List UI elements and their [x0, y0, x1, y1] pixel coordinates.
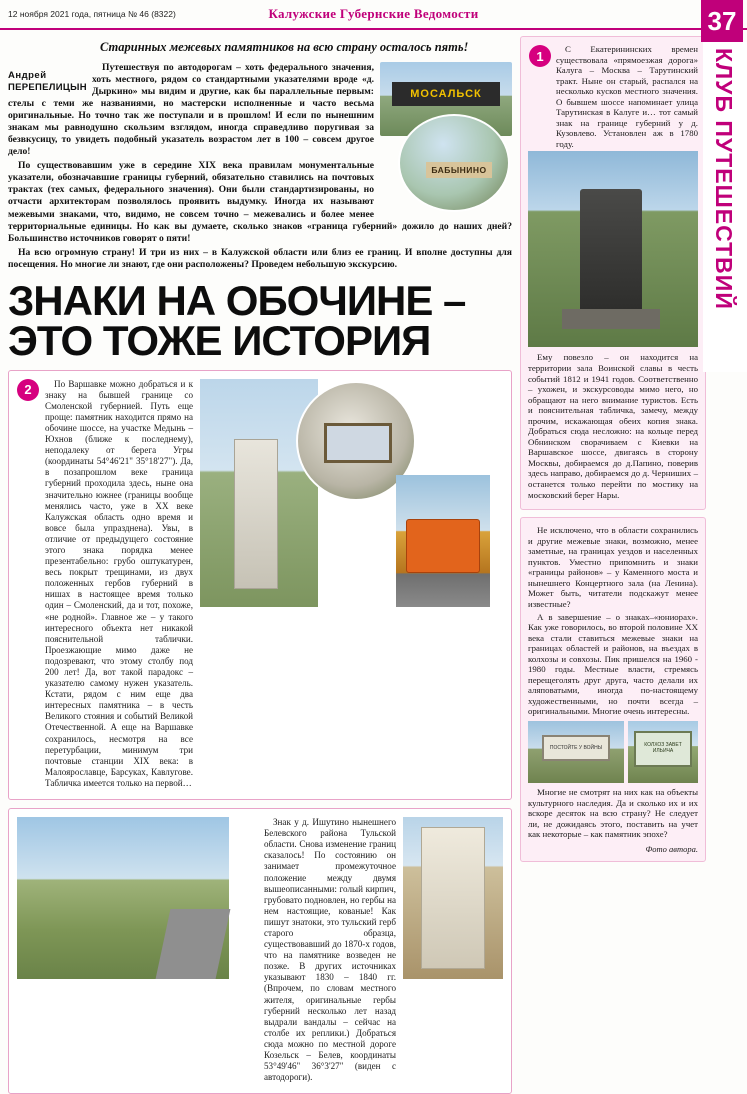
closing-text-tail: [528, 787, 698, 840]
headline-line-1: ЗНАКИ НА ОБОЧИНЕ –: [8, 276, 466, 324]
photo-kuzovlevo-monument: [528, 151, 698, 347]
photo-babynino: [398, 114, 510, 212]
truck-cab: [406, 519, 480, 573]
road-shape: [156, 909, 231, 979]
item-1-caption: Ему повезло – он находится на территории зала Воинской славы в честь событий 1812 и 1941 годов. Соответственно – ухожен, и экскурсоводы мимо него, но обращают на него внимание туристов. Есть и пояснительная табличка, замечу, между прочим, искажающая обеих копия знака. Добраться сюда несложно: на кольце перед Обнинском сворачиваем с Киевки на Варшавское шоссе, двигаясь в сторону Москвы, добираемся до д.Папино, поверив здесь направо, добираемся до д. Черниших – останется только перейти по мостику на московский берег Нары.: [528, 352, 698, 500]
babynino-sign-text: БАБЫНИНО: [426, 162, 492, 178]
soviet-sign-1-text: ПОСТОЙТЕ У ВОЙНЫ: [542, 735, 610, 761]
newspaper-title: Калужские Губернские Ведомости: [268, 6, 479, 21]
item-1-text: С Екатерининских времен существовала «прямоезжая дорога» Калуга – Москва – Тарутинский тракт. Ныне он старый, распался на несколько кусков местного значения. О бывшем шоссе напоминает улица Тарутинская в Калуге и… тот самый знак на границе губерний у д. Кузовлево. Установлен аж в 1780 году.: [556, 44, 698, 149]
section-label: КЛУБ ПУТЕШЕСТВИЙ: [711, 48, 737, 310]
item-number-badge: 1: [529, 45, 551, 67]
item-2-text-column: [17, 379, 193, 791]
closing-paragraph: Многие не смотрят на них как на объекты культурного наследия. Да и сколько их и их вскоре десяток на всю страну? Не следует ли, не дожидаясь этого, поставить на учет как некоторые – как памятник эпохе?: [528, 786, 698, 840]
item-2-photos: [200, 379, 490, 607]
kicker: Старинных межевых памятников на всю страну осталось пять!: [100, 40, 469, 54]
item-1-caption-column: [528, 352, 698, 500]
author-block: [8, 62, 92, 93]
item-1-text-column: [528, 44, 698, 149]
obelisk-shape: [234, 439, 278, 589]
monument-base: [562, 309, 660, 329]
photo-credit: Фото автора.: [645, 843, 698, 854]
author-last-name: ПЕРЕПЕЛИЦЫН: [8, 81, 87, 93]
coat-of-arms-plate: [324, 423, 392, 463]
intro-photo-collage: [380, 62, 512, 212]
left-column: [8, 36, 512, 1083]
page-title: [8, 276, 512, 365]
mosalsk-sign-text: МОСАЛЬСК: [392, 82, 500, 106]
page-content: [0, 30, 747, 1083]
closing-text: [528, 525, 698, 717]
masthead: [0, 0, 747, 30]
article-item-2: [8, 370, 512, 800]
closing-paragraph: А в завершение – о знаках–«юниорах». Как уже говорилось, во второй половине ХХ века стали ставиться межевые знаки на границах областей и районов, на въездах в колхозы и совхозы. Пик пришелся на 1960 - 1980 годы. Местные власти, стремясь перещеголять друг друга, часто делали их аляповатыми, иногда по-настоящему художественными, но почти всегда – оригинальными. Многие очень интересны.: [528, 611, 698, 717]
issue-date: 12 ноября 2021 года, пятница № 46 (8322): [8, 9, 176, 19]
section-tab: [703, 42, 747, 372]
lede-paragraph: По существовавшим уже в середине XIX века правилам монументальные указатели, обозначавшие границы губерний, обязательно ставились на почтовых трактах (тех самых, федерального значения). Они были стандартизированы, но отчасти архитекторам позволялось проявить выдумку. Иногда их называют межевыми знаками, что, видимо, не совсем точно – межевались и более менее территориальные единицы. Но как вы думаете, сколько знаков «граница губерний» дожило до наших дней? Большинство источников говорят о пяти!: [8, 160, 512, 244]
author-first-name: Андрей: [8, 69, 47, 81]
article-item-1: [520, 36, 706, 510]
soviet-sign-2-text: КОЛХОЗ ЗАВЕТ ИЛЬИЧА: [634, 731, 692, 767]
closing-paragraph: Не исключено, что в области сохранились и другие межевые знаки, возможно, менее заметные, на границах уездов и населенных пунктов. Уместно припомнить и знаки «границы районов» – у Каменного моста и нынешнего Концертного зала (на Ленина). Может быть, читатели подскажут менее известные?: [528, 525, 698, 609]
item-number-badge: 2: [17, 379, 39, 401]
headline-line-2: ЭТО ТОЖЕ ИСТОРИЯ: [8, 317, 431, 365]
stela-shape: [421, 827, 485, 969]
lede-paragraph: На всю огромную страну! И три из них – в Калужской области или близ ее границ. И вполне доступны для посещения. Но многие ли знают, где они расположены? Проведем небольшую экскурсию.: [8, 246, 512, 270]
closing-note: [520, 517, 706, 862]
photo-ishutino-marker: [403, 817, 503, 979]
article-item-3: [8, 808, 512, 1094]
photo-field-road: [17, 817, 229, 979]
photo-roadside-truck: [396, 475, 490, 607]
item-3-text: Знак у д. Ишутино нынешнего Белевского района Тульской области. Снова изменение границ сказалось! По состоянию он занимает промежуточное положение между двумя вышеописанными: голый кирпич, грубовато подновлен, но гербы на нем настоящие, кованые! Как пишут знатоки, это тульский герб старого образца, существовавший до 1870-х годов, что на памятнике возведен не позже. В других источниках указывают 1830 – 1840 гг. (Впрочем, по словам местного жителя, оригинальные гербы губерний несколько лет назад выдрали вандалы – сейчас на столбе их реплики.) Добраться сюда можно по местной дороге Козельск – Белев, координаты 53°49'46" 36°3'27" (виден с автодороги).: [264, 817, 396, 1083]
item-3-text-column: [236, 817, 396, 1085]
photo-soviet-sign-2: [628, 721, 698, 783]
closing-photos: [528, 721, 698, 783]
photo-obelisk: [200, 379, 318, 607]
photo-soviet-sign-1: [528, 721, 624, 783]
lede-paragraph: Путешествуя по автодорогам – хоть федерального значения, хоть местного, рядом со стандартными указателями вроде «д. Дыркино» мы видим и другие, как бы параллельные первым: стелы с теми же названиями, но мастерски исполненные и часто весьма оригинальные. Но точно так же поступали и в прошлом! И если по нынешним знакам мы равнодушно скользим взглядом, иногда справедливо поругивая за безвкусицу, то увидеть подобный указатель возрастом лет в 100 – совсем другое дело!: [8, 61, 374, 158]
page-number: 37: [701, 0, 743, 42]
item-2-text: По Варшавке можно добраться и к знаку на бывшей границе со Смоленской губернией. Путь еще проще: памятник находится прямо на обочине шоссе, на участке Медынь – Юхнов (ближе к последнему), неподалеку от берега Угры (координаты 54°46'21" 35°18'27"). Да, в позапрошлом веке граница губерний проходила здесь, ныне она значительно южнее (границы вообще менялись часто, уже в XX веке Калужская область одно время и вовсе была упразднена). Увы, в отличие от предыдущего состояние этого знака порядка менее презентабельно: грубо оштукатурен, весь покрыт трещинами, из двух положенных гербов губерний в нишах в настоящее время только один – Смоленский, да и тот, похоже, «не родной». Главное же – у такого интересного объекта нет никакой пояснительной таблички. Проезжающие мимо даже не подозревают, что этому столбу под 200 лет! Да, вот такой парадокс – указателю самому нужен указатель. Кстати, рядом с ним еще два интересных памятника – в честь Великого стояния и событий Великой Отечественной. А еще на Варшавке сохранилось, несмотря на все перетурбации, минимум три почтовые станции XIX века: в Малоярославце, Барсуках, Кавлугове. Табличка имеется только на первой…: [45, 378, 193, 788]
monument-shape: [580, 189, 642, 319]
right-column: [520, 36, 706, 1020]
